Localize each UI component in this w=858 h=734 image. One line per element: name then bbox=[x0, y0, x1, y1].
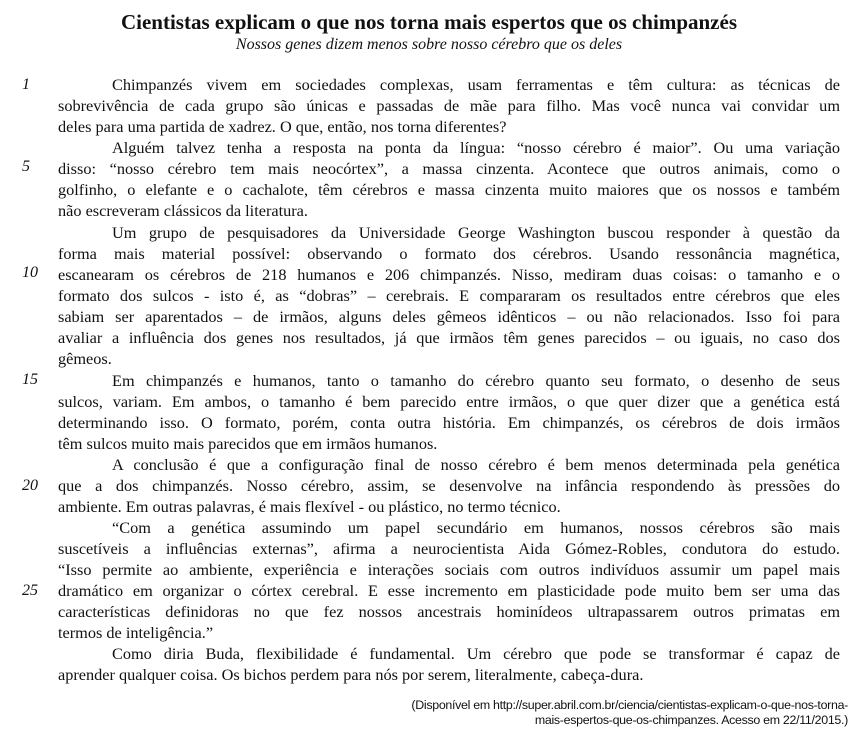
article-subtitle: Nossos genes dizem menos sobre nosso cérebro que os deles bbox=[235, 36, 623, 53]
text-line: golfinho, o elefante e o cachalote, têm cérebros e massa cinzenta muito maiores que os nossos e também bbox=[58, 180, 840, 199]
line-number: 10 bbox=[22, 264, 38, 281]
text-line: disso: “nosso cérebro tem mais neocórtex”, a massa cinzenta. Acontece que outros animais, como o bbox=[58, 159, 840, 178]
text-line: forma mais material possível: observando o formato dos cérebros. Usando ressonância magnética, bbox=[58, 244, 840, 263]
text-line: que a dos chimpanzés. Nosso cérebro, assim, se desenvolve na infância respondendo às pressões do bbox=[58, 476, 840, 495]
text-line: Em chimpanzés e humanos, tanto o tamanho do cérebro quanto seu formato, o desenho de seus bbox=[112, 371, 840, 390]
text-line: deles para uma partida de xadrez. O que, então, nos torna diferentes? bbox=[58, 117, 507, 136]
text-line: termos de inteligência.” bbox=[58, 623, 214, 642]
text-line: Chimpanzés vivem em sociedades complexas, usam ferramentas e têm cultura: as técnicas de bbox=[112, 75, 840, 94]
text-line: sobrevivência de cada grupo são únicas e passadas de mãe para filho. Mas você nunca vai convidar um bbox=[58, 96, 840, 115]
text-line: suscetíveis a influências externas”, afirma a neurocientista Aida Gómez-Robles, condutora do estudo. bbox=[58, 539, 840, 558]
text-line: “Com a genética assumindo um papel secundário em humanos, nossos cérebros são mais bbox=[112, 518, 840, 537]
line-number: 1 bbox=[22, 76, 30, 93]
text-line: aprender qualquer coisa. Os bichos perdem para nós por serem, literalmente, cabeça-dura. bbox=[58, 665, 644, 684]
text-line: avaliar a influência dos genes nos resultados, já que irmãos têm genes parecidos – ou iguais, no caso dos bbox=[58, 328, 840, 347]
text-line: determinando isso. O formato, porém, conta outra história. Em chimpanzés, os cérebros de dois irmãos bbox=[58, 413, 840, 432]
text-line: Como diria Buda, flexibilidade é fundamental. Um cérebro que pode se transformar é capaz de bbox=[112, 644, 840, 663]
text-line: gêmeos. bbox=[58, 349, 112, 368]
text-line: “Isso permite ao ambiente, experiência e interações sociais com outros indivíduos assumir um papel mais bbox=[58, 560, 840, 579]
line-number: 20 bbox=[22, 477, 38, 494]
text-line: têm sulcos muito mais parecidos que em irmãos humanos. bbox=[58, 434, 438, 453]
article-title: Cientistas explicam o que nos torna mais espertos que os chimpanzés bbox=[120, 10, 737, 34]
text-line: sabiam ser aparentados – de irmãos, alguns deles gêmeos idênticos – ou não relacionados. Isso foi para bbox=[58, 307, 840, 326]
text-line: escanearam os cérebros de 218 humanos e 206 chimpanzés. Nisso, mediram duas coisas: o tamanho e o bbox=[58, 265, 840, 284]
text-line: ambiente. Em outras palavras, é mais flexível - ou plástico, no termo técnico. bbox=[58, 497, 561, 516]
text-line: Um grupo de pesquisadores da Universidade George Washington buscou responder à questão da bbox=[112, 223, 840, 242]
line-number: 15 bbox=[22, 371, 38, 388]
text-line: sulcos, variam. Em ambos, o tamanho é bem parecido entre irmãos, o que quer dizer que a genética está bbox=[58, 392, 840, 411]
line-number: 5 bbox=[22, 158, 30, 175]
line-number: 25 bbox=[22, 582, 38, 599]
source-citation-line: (Disponível em http://super.abril.com.br/ciencia/cientistas-explicam-o-que-nos-torna- bbox=[411, 698, 848, 712]
text-line: formato dos sulcos - isto é, as “dobras” – cerebrais. E compararam os resultados entre cérebros que eles bbox=[58, 286, 840, 305]
text-line: A conclusão é que a configuração final de nosso cérebro é bem menos determinada pela genética bbox=[112, 455, 840, 474]
text-line: dramático em organizar o córtex cerebral. E esse incremento em plasticidade pode muito bem ser uma das bbox=[58, 581, 840, 600]
text-line: Alguém talvez tenha a resposta na ponta da língua: “nosso cérebro é maior”. Ou uma variação bbox=[112, 138, 840, 157]
text-line: características definidoras no que fez nossos ancestrais hominídeos ultrapassarem outros primatas em bbox=[58, 602, 840, 621]
source-citation-line: mais-espertos-que-os-chimpanzes. Acesso em 22/11/2015.) bbox=[534, 713, 848, 727]
text-line: não escreveram clássicos da literatura. bbox=[58, 201, 308, 220]
